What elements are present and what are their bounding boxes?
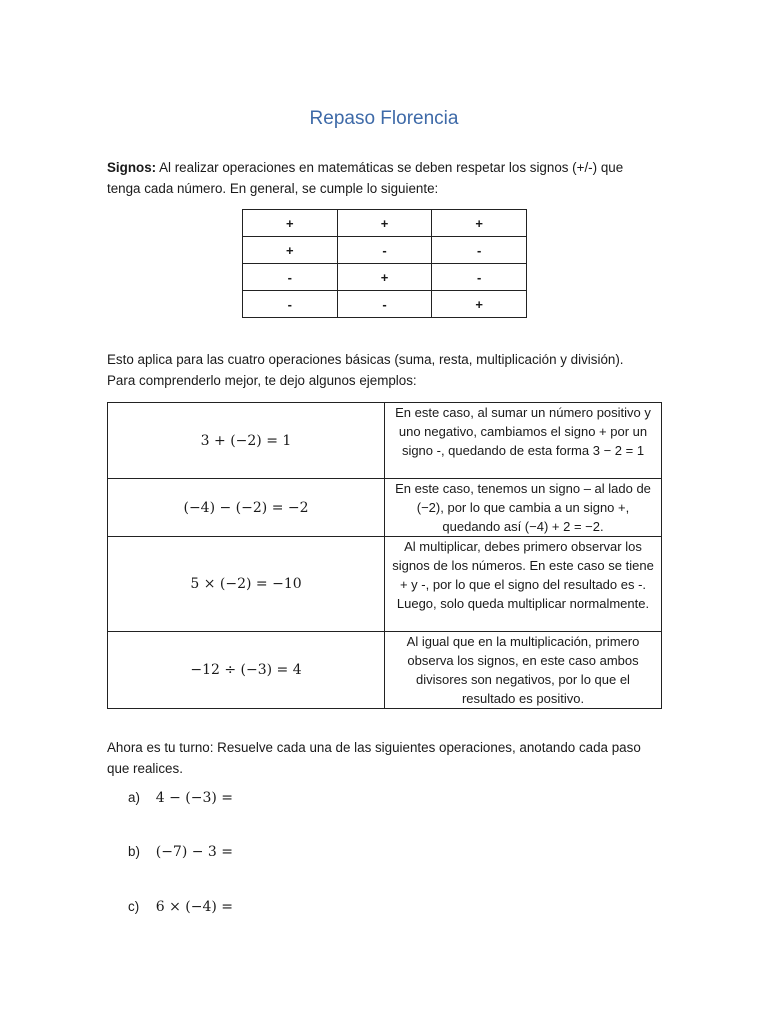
exercise-label: b) bbox=[128, 844, 140, 859]
sign-cell: + bbox=[243, 237, 338, 264]
sign-cell: - bbox=[337, 237, 432, 264]
sign-cell: - bbox=[243, 264, 338, 291]
intro-bold-label: Signos: bbox=[107, 160, 157, 175]
table-row bbox=[108, 479, 662, 537]
exercise-label: a) bbox=[128, 790, 140, 805]
sign-cell: + bbox=[432, 291, 527, 318]
intro-line-2: tenga cada número. En general, se cumple lo siguiente: bbox=[107, 181, 439, 196]
exercise-item bbox=[128, 899, 233, 915]
sign-cell: - bbox=[243, 291, 338, 318]
exercise-item bbox=[128, 844, 233, 860]
exercise-expression: 4 − (−3) = bbox=[155, 790, 234, 806]
sign-cell: - bbox=[432, 237, 527, 264]
example-equation: (−4) − (−2) = −2 bbox=[108, 479, 385, 537]
example-equation: 5 × (−2) = −10 bbox=[108, 537, 385, 632]
instructions-paragraph bbox=[107, 737, 667, 779]
table-row bbox=[243, 237, 527, 264]
exercise-expression: (−7) − 3 = bbox=[155, 844, 234, 860]
sign-cell: + bbox=[337, 210, 432, 237]
exercise-item bbox=[128, 790, 233, 806]
table-row bbox=[243, 264, 527, 291]
example-explanation: Al igual que en la multiplicación, primero observa los signos, en este caso ambos divisores son negativos, por lo que el resultado es positivo. bbox=[385, 632, 662, 709]
intro-paragraph bbox=[107, 157, 667, 199]
table-row bbox=[243, 291, 527, 318]
examples-table bbox=[107, 402, 662, 709]
exercise-label: c) bbox=[128, 899, 140, 914]
sign-cell: - bbox=[337, 291, 432, 318]
example-explanation: Al multiplicar, debes primero observar los signos de los números. En este caso se tiene + y -, por lo que el signo del resultado es -. Luego, solo queda multiplicar normalmente. bbox=[385, 537, 662, 632]
table-row bbox=[108, 537, 662, 632]
example-equation: 3 + (−2) = 1 bbox=[108, 403, 385, 479]
example-explanation: En este caso, tenemos un signo – al lado de (−2), por lo que cambia a un signo +, quedando así (−4) + 2 = −2. bbox=[385, 479, 662, 537]
exercise-expression: 6 × (−4) = bbox=[155, 899, 234, 915]
signs-table bbox=[242, 209, 527, 318]
example-equation: −12 ÷ (−3) = 4 bbox=[108, 632, 385, 709]
turn-line-1: Ahora es tu turno: Resuelve cada una de las siguientes operaciones, anotando cada paso bbox=[107, 740, 641, 755]
example-explanation: En este caso, al sumar un número positivo y uno negativo, cambiamos el signo + por un signo -, quedando de esta forma 3 − 2 = 1 bbox=[385, 403, 662, 479]
table-row bbox=[243, 210, 527, 237]
middle-line-2: Para comprenderlo mejor, te dejo algunos ejemplos: bbox=[107, 373, 417, 388]
middle-line-1: Esto aplica para las cuatro operaciones básicas (suma, resta, multiplicación y división). bbox=[107, 352, 624, 367]
turn-line-2: que realices. bbox=[107, 761, 183, 776]
sign-cell: - bbox=[432, 264, 527, 291]
document-title: Repaso Florencia bbox=[309, 108, 459, 129]
table-row bbox=[108, 632, 662, 709]
sign-cell: + bbox=[432, 210, 527, 237]
intro-line-1: Al realizar operaciones en matemáticas se deben respetar los signos (+/-) que bbox=[156, 160, 624, 175]
sign-cell: + bbox=[337, 264, 432, 291]
sign-cell: + bbox=[243, 210, 338, 237]
explanation-paragraph bbox=[107, 349, 667, 391]
table-row bbox=[108, 403, 662, 479]
